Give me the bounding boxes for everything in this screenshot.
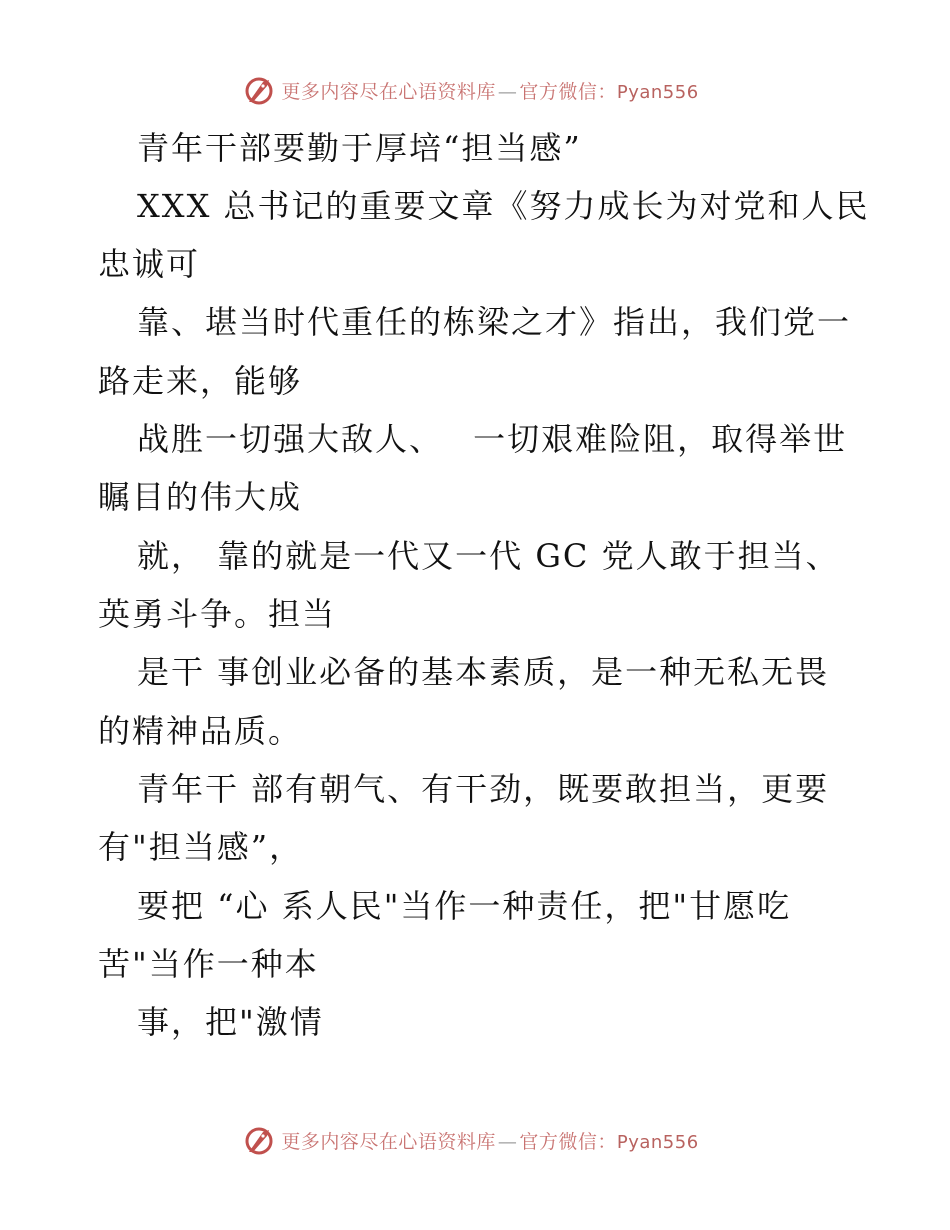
paragraph-line: 英勇斗争。担当	[98, 595, 337, 633]
banner-text	[281, 77, 698, 104]
banner-separator: —	[497, 1130, 518, 1153]
banner-separator: —	[497, 80, 518, 103]
document-title: 青年干部要勤于厚培“担当感”	[137, 129, 582, 167]
brand-text: 更多内容尽在心语资料库	[281, 1130, 496, 1153]
paragraph-line: XXX 总书记的重要文章《努力成长为对党和人民	[137, 187, 870, 225]
paragraph-line: 就， 靠的就是一代又一代 GC 党人敢于担当、	[137, 537, 840, 575]
pen-nib-logo-icon	[243, 1124, 275, 1156]
header-banner-inner	[243, 74, 698, 106]
paragraph-line: 瞩目的伟大成	[98, 478, 303, 516]
paragraph-line: 战胜一切强大敌人、 一切艰难险阻，取得举世	[137, 420, 848, 458]
paragraph-line: 事，把"激情	[137, 1003, 324, 1041]
paragraph-line: 是干 事创业必备的基本素质，是一种无私无畏	[137, 653, 830, 691]
paragraph-line: 路走来，能够	[98, 362, 303, 400]
paragraph-line: 的精神品质。	[98, 712, 303, 750]
paragraph-line: 有"担当感”，	[98, 828, 304, 866]
footer-banner-inner	[243, 1124, 698, 1156]
wechat-label: 官方微信：	[519, 1130, 617, 1153]
paragraph-line: 青年干 部有朝气、有干劲，既要敢担当，更要	[137, 770, 830, 808]
header-banner	[0, 70, 950, 110]
wechat-id: Pyan556	[616, 1131, 699, 1153]
footer-banner	[0, 1120, 950, 1160]
paragraph-line: 苦"当作一种本	[98, 945, 319, 983]
wechat-label: 官方微信：	[519, 80, 617, 103]
paragraph-line: 忠诚可	[98, 245, 201, 283]
paragraph-line: 要把 “心 系人民"当作一种责任，把"甘愿吃	[137, 887, 792, 925]
pen-nib-logo-icon	[243, 74, 275, 106]
brand-text: 更多内容尽在心语资料库	[281, 80, 496, 103]
banner-text	[281, 1127, 698, 1154]
wechat-id: Pyan556	[616, 81, 699, 103]
paragraph-line: 靠、堪当时代重任的栋梁之才》指出，我们党一	[137, 303, 852, 341]
